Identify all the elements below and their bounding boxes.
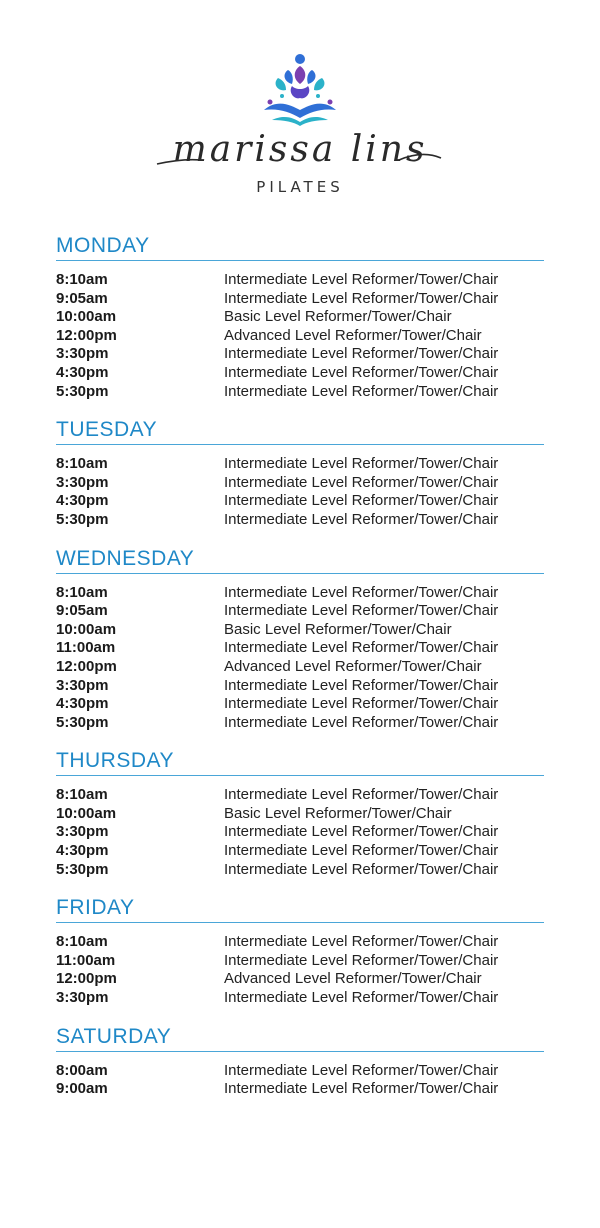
class-name: Intermediate Level Reformer/Tower/Chair <box>224 842 499 860</box>
day-section-saturday <box>56 1024 544 1099</box>
class-time: 12:00pm <box>56 657 117 675</box>
class-name: Advanced Level Reformer/Tower/Chair <box>224 970 482 988</box>
day-divider <box>56 775 544 776</box>
class-name: Intermediate Level Reformer/Tower/Chair <box>224 455 499 473</box>
section-spacer <box>56 1008 544 1024</box>
class-time: 4:30pm <box>56 363 109 381</box>
class-name: Intermediate Level Reformer/Tower/Chair <box>224 676 499 694</box>
class-name: Basic Level Reformer/Tower/Chair <box>224 804 452 822</box>
day-heading: WEDNESDAY <box>56 546 195 570</box>
class-time: 8:00am <box>56 1061 108 1079</box>
day-heading: SATURDAY <box>56 1024 172 1048</box>
class-row <box>56 290 544 309</box>
class-time: 3:30pm <box>56 989 109 1007</box>
class-name: Intermediate Level Reformer/Tower/Chair <box>224 473 499 491</box>
class-name: Intermediate Level Reformer/Tower/Chair <box>224 510 499 528</box>
class-row <box>56 327 544 346</box>
class-time: 8:10am <box>56 271 108 288</box>
class-row <box>56 695 544 714</box>
day-divider <box>56 1051 544 1052</box>
day-section-wednesday <box>56 546 544 733</box>
class-time: 10:00am <box>56 620 117 638</box>
class-time: 3:30pm <box>56 676 109 694</box>
class-time: 8:10am <box>56 583 108 601</box>
class-row <box>56 621 544 640</box>
class-row <box>56 933 544 952</box>
class-name: Intermediate Level Reformer/Tower/Chair <box>224 786 499 804</box>
class-row <box>56 584 544 603</box>
day-divider <box>56 922 544 923</box>
class-time: 4:30pm <box>56 695 109 713</box>
class-time: 3:30pm <box>56 345 109 363</box>
class-name: Basic Level Reformer/Tower/Chair <box>224 620 452 638</box>
class-row <box>56 805 544 824</box>
class-time: 11:00am <box>56 639 116 657</box>
class-name: Advanced Level Reformer/Tower/Chair <box>224 657 482 675</box>
class-row <box>56 492 544 511</box>
class-time: 9:05am <box>56 289 108 307</box>
class-row <box>56 511 544 530</box>
day-heading: FRIDAY <box>56 896 135 920</box>
class-time: 8:10am <box>56 786 108 804</box>
class-row <box>56 308 544 327</box>
class-row <box>56 823 544 842</box>
class-time: 8:10am <box>56 933 108 951</box>
class-time: 3:30pm <box>56 473 109 491</box>
class-row <box>56 658 544 677</box>
day-section-thursday <box>56 748 544 879</box>
class-time: 8:10am <box>56 455 108 473</box>
class-row <box>56 345 544 364</box>
class-time: 3:30pm <box>56 823 109 841</box>
class-row <box>56 677 544 696</box>
class-time: 4:30pm <box>56 842 109 860</box>
class-row <box>56 861 544 880</box>
section-spacer <box>56 401 544 417</box>
class-row <box>56 989 544 1008</box>
class-name: Intermediate Level Reformer/Tower/Chair <box>224 989 499 1007</box>
class-row <box>56 714 544 733</box>
class-time: 9:00am <box>56 1080 108 1098</box>
class-row <box>56 364 544 383</box>
class-time: 5:30pm <box>56 713 109 731</box>
class-time: 10:00am <box>56 308 117 326</box>
class-row <box>56 602 544 621</box>
day-heading: MONDAY <box>56 234 150 257</box>
class-name: Intermediate Level Reformer/Tower/Chair <box>224 271 499 288</box>
class-name: Intermediate Level Reformer/Tower/Chair <box>224 1080 499 1098</box>
class-row <box>56 271 544 290</box>
class-name: Intermediate Level Reformer/Tower/Chair <box>224 823 499 841</box>
lotus-figure-icon <box>258 50 342 128</box>
brand-subtitle: PILATES <box>256 178 344 196</box>
class-row <box>56 952 544 971</box>
class-time: 12:00pm <box>56 326 117 344</box>
class-row <box>56 970 544 989</box>
class-row <box>56 455 544 474</box>
brand-name: marissa lins <box>172 129 428 170</box>
class-time: 5:30pm <box>56 382 109 400</box>
class-name: Intermediate Level Reformer/Tower/Chair <box>224 933 499 951</box>
class-time: 5:30pm <box>56 510 109 528</box>
class-name: Intermediate Level Reformer/Tower/Chair <box>224 492 499 510</box>
section-spacer <box>56 530 544 546</box>
class-row <box>56 1080 544 1099</box>
class-time: 12:00pm <box>56 970 117 988</box>
day-divider <box>56 260 544 261</box>
class-row <box>56 639 544 658</box>
day-section-monday <box>56 233 544 401</box>
day-divider <box>56 444 544 445</box>
class-name: Intermediate Level Reformer/Tower/Chair <box>224 860 499 878</box>
class-row <box>56 474 544 493</box>
class-name: Intermediate Level Reformer/Tower/Chair <box>224 382 499 400</box>
class-row <box>56 786 544 805</box>
class-time: 4:30pm <box>56 492 109 510</box>
class-time: 5:30pm <box>56 860 109 878</box>
class-schedule <box>56 233 544 1099</box>
class-name: Intermediate Level Reformer/Tower/Chair <box>224 695 499 713</box>
class-time: 9:05am <box>56 602 108 620</box>
class-name: Intermediate Level Reformer/Tower/Chair <box>224 345 499 363</box>
section-spacer <box>56 879 544 895</box>
class-name: Intermediate Level Reformer/Tower/Chair <box>224 951 499 969</box>
class-name: Intermediate Level Reformer/Tower/Chair <box>224 713 499 731</box>
class-name: Intermediate Level Reformer/Tower/Chair <box>224 1061 499 1079</box>
class-row <box>56 383 544 402</box>
day-heading: TUESDAY <box>56 418 158 442</box>
class-name: Intermediate Level Reformer/Tower/Chair <box>224 583 499 601</box>
class-name: Intermediate Level Reformer/Tower/Chair <box>224 289 499 307</box>
class-row <box>56 1062 544 1081</box>
class-name: Basic Level Reformer/Tower/Chair <box>224 308 452 326</box>
day-divider <box>56 573 544 574</box>
class-name: Intermediate Level Reformer/Tower/Chair <box>224 639 499 657</box>
class-time: 11:00am <box>56 951 116 969</box>
class-time: 10:00am <box>56 804 117 822</box>
class-name: Intermediate Level Reformer/Tower/Chair <box>224 363 499 381</box>
day-heading: THURSDAY <box>56 749 174 773</box>
brand-logo <box>0 50 600 200</box>
class-row <box>56 842 544 861</box>
section-spacer <box>56 732 544 748</box>
class-name: Intermediate Level Reformer/Tower/Chair <box>224 602 499 620</box>
day-section-tuesday <box>56 417 544 529</box>
class-name: Advanced Level Reformer/Tower/Chair <box>224 326 482 344</box>
day-section-friday <box>56 895 544 1007</box>
